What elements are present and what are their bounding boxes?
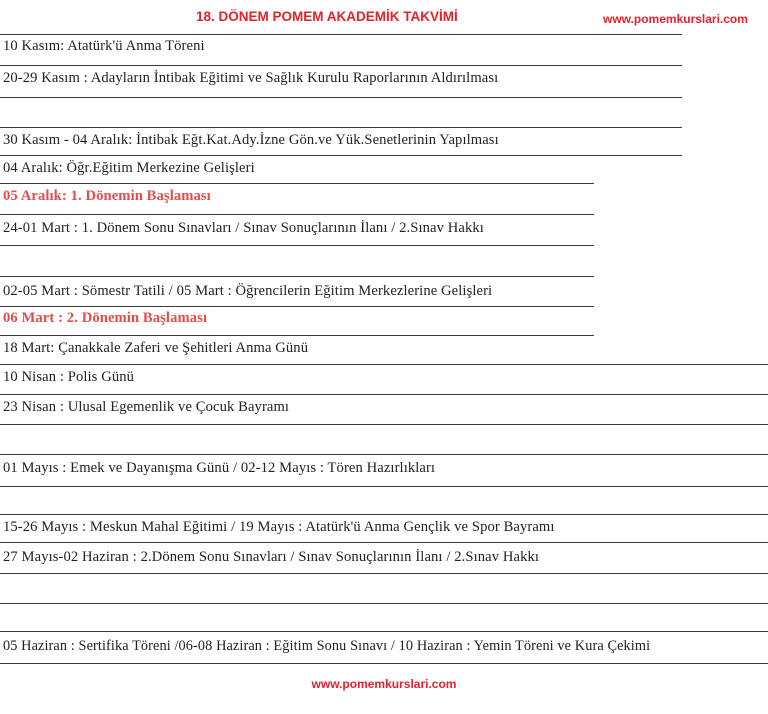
divider-line bbox=[0, 486, 768, 487]
calendar-entry-highlight: 05 Aralık: 1. Dönemin Başlaması bbox=[3, 188, 211, 204]
calendar-entry: 20-29 Kasım : Adayların İntibak Eğitimi ve Sağlık Kurulu Raporlarının Aldırılması bbox=[3, 70, 499, 86]
divider-line bbox=[0, 631, 768, 632]
header-website-link[interactable]: www.pomemkurslari.com bbox=[603, 12, 748, 26]
divider-line bbox=[0, 394, 768, 395]
divider-line bbox=[0, 542, 768, 543]
divider-line bbox=[0, 34, 682, 35]
calendar-entry: 01 Mayıs : Emek ve Dayanışma Günü / 02-12 Mayıs : Tören Hazırlıkları bbox=[3, 460, 436, 476]
divider-line bbox=[0, 663, 768, 664]
divider-line bbox=[0, 183, 594, 184]
calendar-entry: 23 Nisan : Ulusal Egemenlik ve Çocuk Bayramı bbox=[3, 399, 290, 415]
divider-line bbox=[0, 127, 682, 128]
calendar-entry-highlight: 06 Mart : 2. Dönemin Başlaması bbox=[3, 310, 208, 326]
calendar-entry: 04 Aralık: Öğr.Eğitim Merkezine Gelişleri bbox=[3, 160, 255, 176]
calendar-entry: 10 Nisan : Polis Günü bbox=[3, 369, 135, 385]
calendar-entry: 10 Kasım: Atatürk'ü Anma Töreni bbox=[3, 38, 205, 54]
calendar-entry: 30 Kasım - 04 Aralık: İntibak Eğt.Kat.Ady.İzne Gön.ve Yük.Senetlerinin Yapılması bbox=[3, 132, 499, 148]
divider-line bbox=[0, 335, 594, 336]
footer-website-link[interactable]: www.pomemkurslari.com bbox=[311, 677, 457, 691]
divider-line bbox=[0, 603, 768, 604]
divider-line bbox=[0, 573, 768, 574]
divider-line bbox=[0, 454, 768, 455]
divider-line bbox=[0, 214, 594, 215]
calendar-entry: 24-01 Mart : 1. Dönem Sonu Sınavları / Sınav Sonuçlarının İlanı / 2.Sınav Hakkı bbox=[3, 220, 484, 236]
calendar-entry: 18 Mart: Çanakkale Zaferi ve Şehitleri Anma Günü bbox=[3, 340, 309, 356]
calendar-entry: 15-26 Mayıs : Meskun Mahal Eğitimi / 19 Mayıs : Atatürk'ü Anma Gençlik ve Spor Bayramı bbox=[3, 519, 555, 535]
divider-line bbox=[0, 364, 768, 365]
calendar-entry: 05 Haziran : Sertifika Töreni /06-08 Haziran : Eğitim Sonu Sınavı / 10 Haziran : Yemin Töreni ve Kura Çekimi bbox=[3, 638, 651, 654]
divider-line bbox=[0, 514, 768, 515]
divider-line bbox=[0, 97, 682, 98]
divider-line bbox=[0, 65, 682, 66]
calendar-entry: 27 Mayıs-02 Haziran : 2.Dönem Sonu Sınavları / Sınav Sonuçlarının İlanı / 2.Sınav Hakkı bbox=[3, 549, 540, 565]
divider-line bbox=[0, 424, 768, 425]
divider-line bbox=[0, 276, 594, 277]
page-title: 18. DÖNEM POMEM AKADEMİK TAKVİMİ bbox=[196, 9, 458, 24]
divider-line bbox=[0, 155, 682, 156]
divider-line bbox=[0, 306, 594, 307]
calendar-entry: 02-05 Mart : Sömestr Tatili / 05 Mart : Öğrencilerin Eğitim Merkezlerine Gelişleri bbox=[3, 283, 493, 299]
divider-line bbox=[0, 245, 594, 246]
